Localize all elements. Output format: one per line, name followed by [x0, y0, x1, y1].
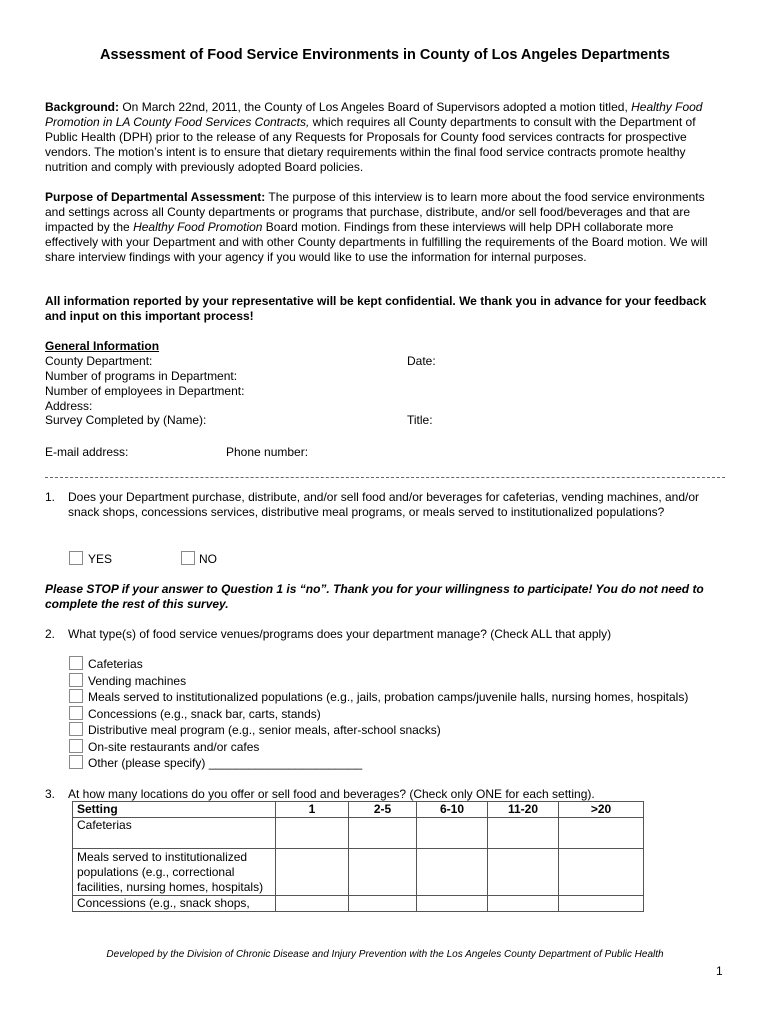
- q3-text: At how many locations do you offer or sell food and beverages? (Check only ONE for each setting).: [68, 787, 595, 801]
- choice-cell[interactable]: [559, 896, 644, 912]
- date-label: Date:: [407, 354, 436, 368]
- choice-cell[interactable]: [276, 896, 349, 912]
- page-number: 1: [716, 964, 723, 978]
- table-header: >20: [559, 802, 644, 818]
- programs-label: Number of programs in Department:: [45, 369, 238, 383]
- phone-label: Phone number:: [226, 445, 309, 459]
- table-header: 1: [276, 802, 349, 818]
- q2-option-label: On-site restaurants and/or cafes: [88, 740, 260, 754]
- email-label: E-mail address:: [45, 445, 129, 459]
- choice-cell[interactable]: [349, 896, 417, 912]
- purpose-text-2: Board motion. Findings from these interviews will help DPH collaborate more effectively with your Department and with other County departments in fulfilling the requirements of the Board motion. We will share interview findings with your agency if you would like to use the information for internal purposes.: [45, 220, 708, 264]
- table-header: 6-10: [417, 802, 488, 818]
- choice-cell[interactable]: [488, 896, 559, 912]
- setting-cell: Cafeterias: [73, 818, 276, 849]
- q2-option-label: Other (please specify) _______________________: [88, 756, 363, 770]
- q2-option-checkbox[interactable]: [69, 706, 83, 720]
- q1-no-label: NO: [199, 552, 217, 566]
- q2-option-checkbox[interactable]: [69, 722, 83, 736]
- q1-no-checkbox[interactable]: [181, 551, 195, 565]
- q2-option-label: Vending machines: [88, 674, 187, 688]
- purpose-paragraph: [45, 190, 725, 265]
- choice-cell[interactable]: [417, 896, 488, 912]
- q2-option-label: Distributive meal program (e.g., senior meals, after-school snacks): [88, 723, 441, 737]
- choice-cell[interactable]: [417, 818, 488, 849]
- employees-label: Number of employees in Department:: [45, 384, 245, 398]
- q2-number: 2.: [45, 627, 56, 641]
- purpose-label: Purpose of Departmental Assessment:: [45, 190, 266, 204]
- q2-option-label: Meals served to institutionalized populations (e.g., jails, probation camps/juvenile halls, nursing homes, hospitals): [88, 690, 689, 704]
- choice-cell[interactable]: [417, 849, 488, 896]
- setting-cell: Concessions (e.g., snack shops,: [73, 896, 276, 912]
- title-label: Title:: [407, 413, 433, 427]
- general-info-heading: General Information: [45, 339, 160, 353]
- background-paragraph: [45, 100, 725, 175]
- q2-option-checkbox[interactable]: [69, 656, 83, 670]
- q1-yes-checkbox[interactable]: [69, 551, 83, 565]
- q2-option-label: Cafeterias: [88, 657, 143, 671]
- q2-text: What type(s) of food service venues/programs does your department manage? (Check ALL that apply): [68, 627, 612, 641]
- table-header: 2-5: [349, 802, 417, 818]
- stop-note: Please STOP if your answer to Question 1 is “no”. Thank you for your willingness to participate! You do not need to complete the rest of this survey.: [45, 582, 704, 611]
- document-title: Assessment of Food Service Environments in County of Los Angeles Departments: [100, 47, 670, 63]
- completed-by-label: Survey Completed by (Name):: [45, 413, 207, 427]
- background-label: Background:: [45, 100, 120, 114]
- table-header-row: [73, 802, 644, 818]
- q2-option-checkbox[interactable]: [69, 739, 83, 753]
- confidential-note: All information reported by your representative will be kept confidential. We thank you in advance for your feedback and input on this important process!: [45, 294, 707, 323]
- choice-cell[interactable]: [276, 849, 349, 896]
- locations-table: [72, 801, 644, 912]
- choice-cell[interactable]: [349, 818, 417, 849]
- q2-option-checkbox[interactable]: [69, 689, 83, 703]
- background-text-2: which requires all County departments to consult with the Department of Public Health (DPH) prior to the release of any Requests for Proposals for County food services contracts for prospective vendors. The motion’s intent is to ensure that dietary requirements within the final food service contracts promote healthy nutrition and comply with previously adopted Board policies.: [45, 115, 696, 174]
- page-footer: Developed by the Division of Chronic Disease and Injury Prevention with the Los Angeles County Department of Public Health: [106, 949, 664, 960]
- background-italic: Healthy Food Promotion in LA County Food Services Contracts,: [45, 100, 703, 129]
- q2-option-checkbox[interactable]: [69, 673, 83, 687]
- choice-cell[interactable]: [559, 849, 644, 896]
- table-header: 11-20: [488, 802, 559, 818]
- county-department-label: County Department:: [45, 354, 153, 368]
- purpose-text-1: The purpose of this interview is to learn more about the food service environments and settings across all County departments or programs that purchase, distribute, and/or sell food/beverages and that are impacted by the: [45, 190, 705, 234]
- address-label: Address:: [45, 399, 93, 413]
- q1-text: Does your Department purchase, distribute, and/or sell food and/or beverages for cafeterias, vending machines, and/or snack shops, concessions services, distributive meal programs, or meals served to institutionalized populations?: [68, 490, 700, 519]
- background-text-1: On March 22nd, 2011, the County of Los Angeles Board of Supervisors adopted a motion titled,: [119, 100, 632, 114]
- q2-option-checkbox[interactable]: [69, 755, 83, 769]
- choice-cell[interactable]: [559, 818, 644, 849]
- table-row: [73, 896, 644, 912]
- choice-cell[interactable]: [488, 818, 559, 849]
- q1-number: 1.: [45, 490, 56, 504]
- table-row: [73, 849, 644, 896]
- choice-cell[interactable]: [349, 849, 417, 896]
- table-header: Setting: [73, 802, 276, 818]
- q1-yes-label: YES: [88, 552, 113, 566]
- choice-cell[interactable]: [276, 818, 349, 849]
- purpose-italic: Healthy Food Promotion: [133, 220, 263, 234]
- choice-cell[interactable]: [488, 849, 559, 896]
- setting-cell: Meals served to institutionalized populations (e.g., correctional facilities, nursing homes, hospitals): [73, 849, 276, 896]
- q2-option-label: Concessions (e.g., snack bar, carts, stands): [88, 707, 321, 721]
- table-row: [73, 818, 644, 849]
- q3-number: 3.: [45, 787, 56, 801]
- section-divider: [45, 477, 725, 478]
